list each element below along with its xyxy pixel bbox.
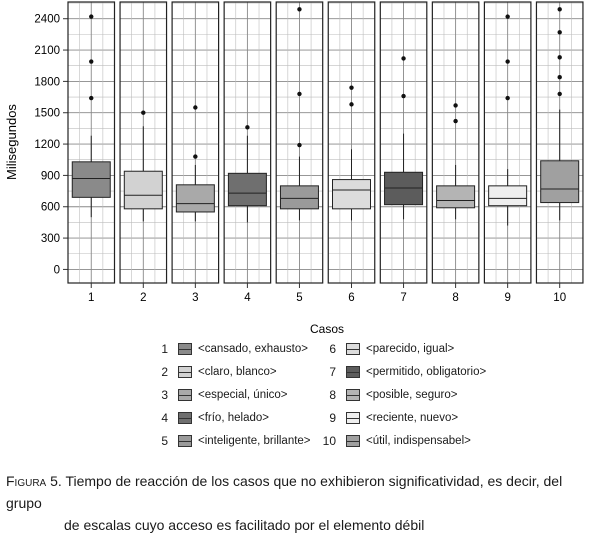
outlier-point [558,92,562,96]
outlier-point [89,59,93,63]
legend-swatch [346,412,360,424]
outlier-point [401,94,405,98]
legend-number: 5 [161,434,168,448]
legend-label: <posible, seguro> [366,389,458,401]
outlier-point [401,56,405,60]
legend-swatch [346,343,360,355]
y-tick-label: 900 [40,170,60,183]
outlier-point [89,14,93,18]
legend [0,340,596,460]
facet-panel-3 [172,2,219,304]
box [176,185,214,212]
legend-item-2 [152,363,277,381]
x-tick-label: 4 [244,292,251,304]
legend-label: <claro, blanco> [198,366,277,378]
outlier-point [453,119,457,123]
x-tick-label: 1 [88,292,95,304]
y-tick-label: 1500 [34,107,60,120]
x-tick-label: 8 [452,292,459,304]
legend-item-7 [320,363,486,381]
facet-panel-7 [380,2,427,304]
legend-label: <inteligente, brillante> [198,435,311,447]
outlier-point [505,96,509,100]
box [541,161,579,203]
caption-line-2: de escalas cuyo acceso es facilitado por el elemento débil [64,517,425,533]
legend-item-1 [152,340,308,358]
x-axis-title: Casos [309,322,345,336]
outlier-point [193,154,197,158]
box [124,171,162,209]
legend-swatch [178,389,192,401]
facet-panel-9 [484,2,531,304]
legend-item-3 [152,386,288,404]
legend-label: <útil, indispensabel> [366,435,471,447]
outlier-point [89,96,93,100]
legend-item-8 [320,386,457,404]
legend-label: <parecido, igual> [366,343,455,355]
y-tick-label: 0 [53,264,60,277]
legend-number: 8 [329,388,336,402]
outlier-point [558,30,562,34]
caption-label: Figura 5. [6,473,62,489]
y-tick-label: 2400 [34,13,60,26]
facet-panel-4 [224,2,271,304]
legend-number: 3 [161,388,168,402]
legend-swatch [178,412,192,424]
outlier-point [505,14,509,18]
legend-item-5 [152,432,311,450]
outlier-point [141,111,145,115]
outlier-point [349,102,353,106]
box [280,186,318,209]
x-tick-label: 10 [553,292,567,304]
y-tick-label: 600 [40,201,60,214]
facet-panel-10 [536,2,583,304]
outlier-point [297,92,301,96]
legend-number: 9 [329,411,336,425]
box [228,173,266,205]
x-tick-label: 7 [400,292,407,304]
legend-item-4 [152,409,269,427]
box [72,162,110,198]
facet-panel-6 [328,2,375,304]
legend-number: 10 [322,434,336,448]
legend-label: <frío, helado> [198,412,269,424]
figure-caption [6,470,592,536]
facet-panel-1 [68,2,115,304]
outlier-point [193,105,197,109]
legend-swatch [178,343,192,355]
legend-swatch [178,366,192,378]
legend-label: <cansado, exhausto> [198,343,308,355]
y-axis-title: Milisegundos [4,104,19,180]
caption-line-1: Tiempo de reacción de los casos que no exhibieron significatividad, es decir, del grupo [6,473,563,511]
legend-label: <especial, único> [198,389,288,401]
box [385,172,423,204]
legend-number: 1 [161,342,168,356]
outlier-point [297,143,301,147]
x-tick-label: 5 [296,292,303,304]
legend-number: 7 [329,365,336,379]
legend-item-10 [320,432,471,450]
x-tick-label: 6 [348,292,355,304]
facet-panel-8 [432,2,479,304]
outlier-point [453,103,457,107]
legend-swatch [346,366,360,378]
outlier-point [297,7,301,11]
legend-number: 2 [161,365,168,379]
y-tick-label: 1200 [34,139,60,152]
y-tick-label: 2100 [34,45,60,58]
legend-label: <reciente, nuevo> [366,412,459,424]
legend-label: <permitido, obligatorio> [366,366,487,378]
legend-item-9 [320,409,458,427]
box [437,186,475,208]
outlier-point [558,75,562,79]
legend-swatch [346,389,360,401]
x-tick-label: 2 [140,292,147,304]
legend-item-6 [320,340,454,358]
x-tick-label: 9 [504,292,511,304]
x-tick-label: 3 [192,292,199,304]
outlier-point [558,55,562,59]
y-tick-label: 1800 [34,76,60,89]
outlier-point [558,7,562,11]
legend-number: 6 [329,342,336,356]
outlier-point [245,125,249,129]
legend-swatch [178,435,192,447]
box [489,186,527,206]
outlier-point [349,85,353,89]
facet-panel-2 [120,2,167,304]
facet-panel-5 [276,2,323,304]
legend-swatch [346,435,360,447]
y-tick-label: 300 [40,233,60,246]
legend-number: 4 [161,411,168,425]
outlier-point [505,59,509,63]
box [333,180,371,209]
